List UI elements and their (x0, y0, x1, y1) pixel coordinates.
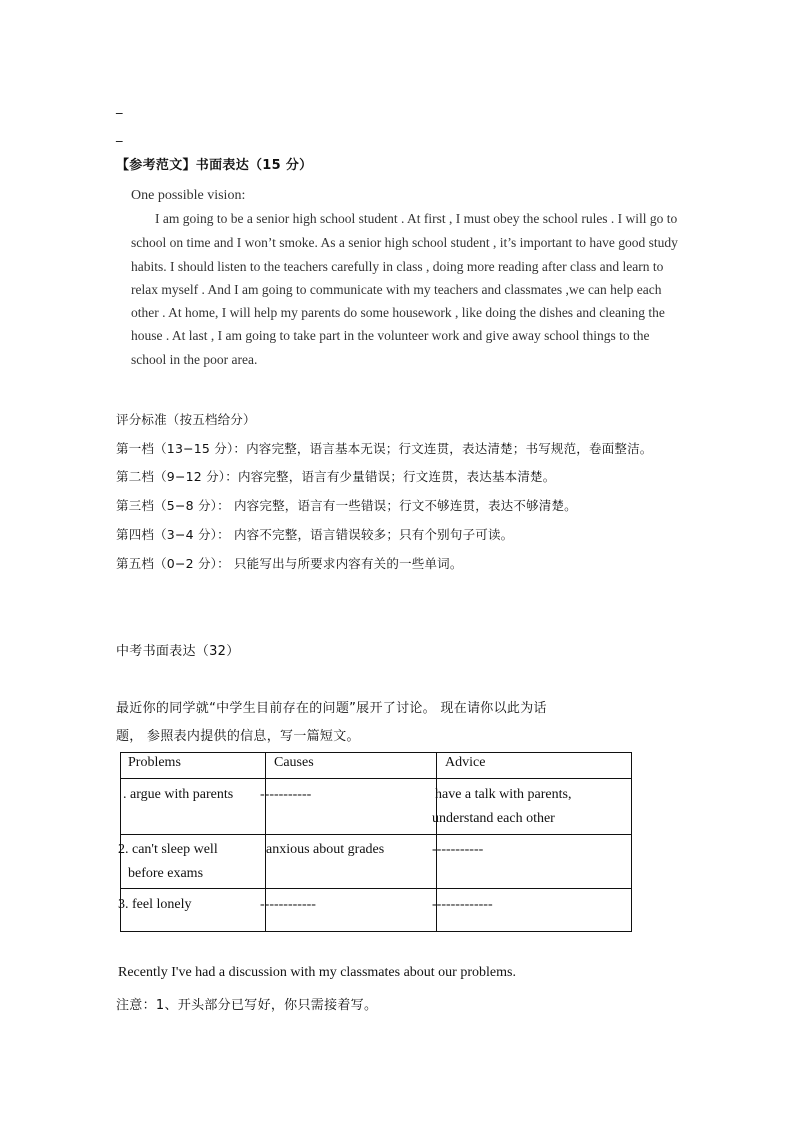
rubric-level: 第三档（5−8 分）： 内容完整，语言有一些错误；行文不够连贯，表达不够清楚。 (116, 498, 577, 513)
problem-cell (121, 779, 266, 835)
rubric-level: 第五档（0−2 分）： 只能写出与所要求内容有关的一些单词。 (116, 556, 463, 571)
cause-cell (260, 889, 437, 932)
advice-cell (432, 835, 632, 889)
info-table (120, 752, 632, 932)
table-header-cell (437, 753, 632, 779)
cause-text: anxious about grades (266, 842, 385, 857)
problem-cell (118, 835, 266, 889)
sample-line: habits. I should listen to the teachers carefully in class , doing more reading after class and learn to (131, 259, 664, 274)
problem-cell (118, 889, 266, 932)
rubric-level: 第二档（9−12 分）：内容完整，语言有少量错误；行文连贯，表达基本清楚。 (116, 469, 556, 484)
task-prompt: 最近你的同学就“中学生目前存在的问题”展开了讨论。 现在请你以此为话 (116, 701, 547, 716)
reference-heading: 【参考范文】书面表达（15 分） (116, 158, 313, 173)
note: 注意：1、开头部分已写好，你只需接着写。 (116, 998, 378, 1013)
problem-text: before exams (128, 866, 204, 881)
cause-cell (266, 835, 437, 889)
task-prompt: 题， 参照表内提供的信息，写一篇短文。 (116, 729, 360, 744)
problem-text: 2. can't sleep well (118, 842, 218, 857)
cause-cell (260, 779, 437, 835)
header-advice: Advice (445, 755, 486, 770)
sample-line: other . At home, I will help my parents do some housework , like doing the dishes and cleaning the (131, 305, 665, 320)
opening-sentence: Recently I've had a discussion with my classmates about our problems. (118, 965, 516, 980)
rubric-title: 评分标准（按五档给分） (116, 412, 256, 427)
advice-cell (432, 889, 632, 932)
cause-text: ----------- (260, 787, 312, 802)
sample-title: One possible vision: (131, 188, 246, 203)
advice-text: have a talk with parents, (435, 787, 572, 802)
advice-text: understand each other (432, 811, 555, 826)
sample-line: relax myself . And I am going to communicate with my teachers and classmates ,we can help each (131, 282, 662, 297)
page-mark: _ (116, 100, 123, 115)
header-problems: Problems (128, 755, 181, 770)
header-causes: Causes (274, 755, 314, 770)
sample-line: house . At last , I am going to take part in the volunteer work and give away school things to the (131, 328, 650, 343)
table-header-row (121, 753, 632, 779)
cause-text: ------------ (260, 897, 316, 912)
advice-text: ------------- (432, 897, 493, 912)
table-header-cell (266, 753, 437, 779)
table-row (121, 835, 632, 889)
table-header-cell (121, 753, 266, 779)
rubric-level: 第一档（13−15 分）：内容完整，语言基本无误；行文连贯，表达清楚；书写规范，卷面整洁。 (116, 441, 653, 456)
sample-line: I am going to be a senior high school student . At first , I must obey the school rules . I will go to (155, 211, 678, 226)
table-row (121, 889, 632, 932)
advice-text: ----------- (432, 842, 484, 857)
table-row (121, 779, 632, 835)
sample-line: school in the poor area. (131, 352, 258, 367)
advice-cell (432, 779, 632, 835)
problem-text: . argue with parents (123, 787, 234, 802)
problem-text: 3. feel lonely (118, 897, 192, 912)
page-mark: _ (116, 128, 123, 143)
rubric-level: 第四档（3−4 分）： 内容不完整，语言错误较多；只有个别句子可读。 (116, 527, 514, 542)
sample-line: school on time and I won’t smoke. As a senior high school student , it’s important to have good study (131, 235, 678, 250)
task-heading: 中考书面表达（32） (116, 644, 240, 659)
